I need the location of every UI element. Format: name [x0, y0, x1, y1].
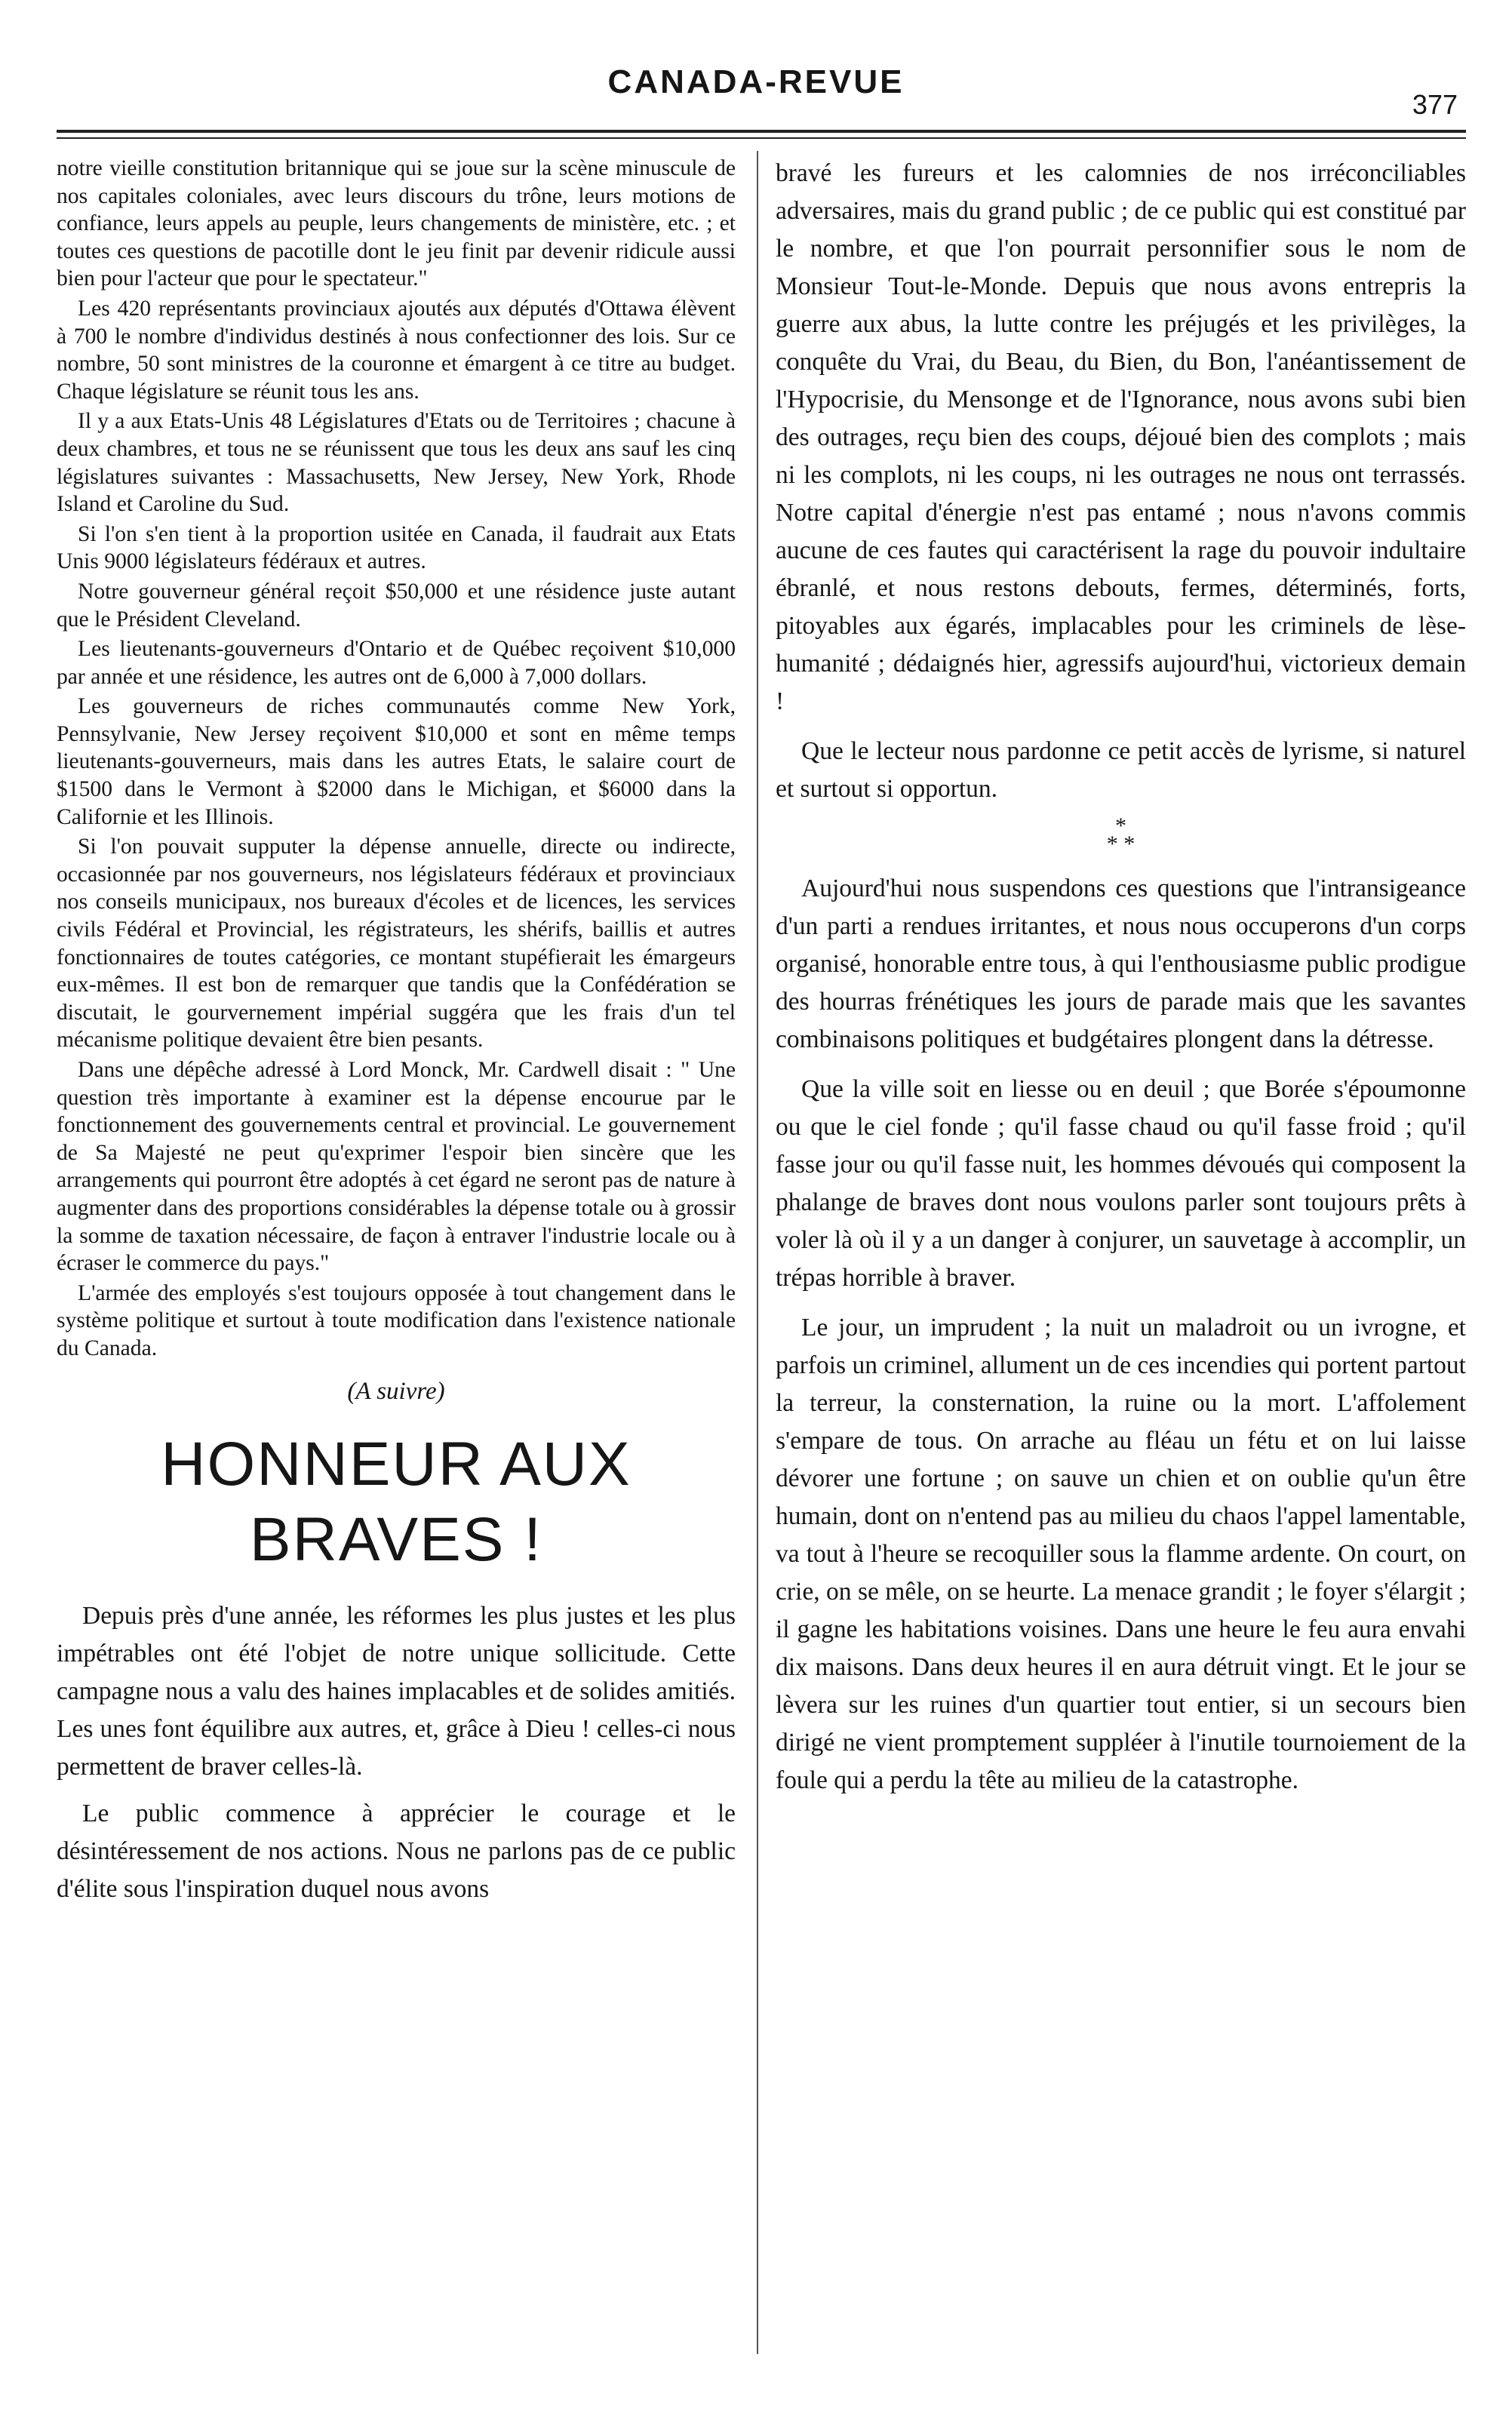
- paragraph: Si l'on s'en tient à la proportion usitée en Canada, il faudrait aux Etats Unis 9000 législateurs fédéraux et autres.: [57, 521, 736, 574]
- left-column-previous-article: [57, 155, 736, 1363]
- paragraph: Le public commence à apprécier le courage et le désintéressement de nos actions. Nous ne parlons pas de ce public d'élite sous l'inspiration duquel nous avons: [57, 1799, 736, 1903]
- header-rule-thick: [57, 130, 1466, 133]
- asterism-top: *: [1115, 813, 1126, 838]
- paragraph: Les gouverneurs de riches communautés comme New York, Pennsylvanie, New Jersey reçoivent $10,000 et sont en même temps lieutenants-gouverneurs, mais dans les autres Etats, le salaire court de $1500 dans le Vermont à $2000 dans le Michigan, et $6000 dans la Californie et les Illinois.: [57, 694, 736, 829]
- article-body-after-break: [776, 870, 1466, 1800]
- paragraph: Depuis près d'une année, les réformes les plus justes et les plus impétrables ont été l'objet de notre unique sollicitude. Cette campagne nous a valu des haines implacables et de solides amitiés. Les unes font équilibre aux autres, et, grâce à Dieu ! celles-ci nous permettent de braver celles-là.: [57, 1601, 736, 1781]
- section-asterism: [776, 813, 1466, 856]
- paragraph: Il y a aux Etats-Unis 48 Législatures d'Etats ou de Territoires ; chacune à deux chambres, et tous ne se réunissent que tous les deux ans sauf les cinq législatures suivantes : Massachusetts, New Jersey, New York, Rhode Island et Caroline du Sud.: [57, 409, 736, 517]
- continuation-note: (A suivre): [347, 1377, 445, 1405]
- paragraph: Que la ville soit en liesse ou en deuil ; que Borée s'époumonne ou que le ciel fonde ; qu'il fasse chaud ou qu'il fasse froid ; qu'il fasse jour ou qu'il fasse nuit, les hommes dévoués qui composent la phalange de braves dont nous voulons parler sont toujours prêts à voler là où il y a un danger à conjurer, un sauvetage à accomplir, un trépas horrible à braver.: [776, 1075, 1466, 1292]
- paragraph: Les lieutenants-gouverneurs d'Ontario et de Québec reçoivent $10,000 par année et une résidence, les autres ont de 6,000 à 7,000 dollars.: [57, 637, 736, 689]
- left-column: [57, 155, 736, 1908]
- paragraph: Le jour, un imprudent ; la nuit un maladroit ou un ivrogne, et parfois un criminel, allument un de ces incendies qui portent partout la terreur, la consternation, la ruine ou la mort. L'affolement s'empare de tous. On arrache au fléau un fétu et on lui laisse dévorer une fortune ; on sauve un chien et on oublie qu'un être humain, dont on n'entend pas au milieu du chaos l'appel lamentable, va tout à l'heure se recoquiller sous la flamme ardente. On court, on crie, on se mêle, on se heurte. La menace grandit ; le foyer s'élargit ; il gagne les habitations voisines. Dans une heure le feu aura envahi dix maisons. Dans deux heures il en aura détruit vingt. Et le jour se lèvera sur les ruines d'un quartier tout entier, si un secours bien dirigé ne vient promptement suppléer à l'inutile tournoiement de la foule qui a perdu la tête au milieu de la catastrophe.: [776, 1314, 1466, 1794]
- article-body-continued: [776, 155, 1466, 808]
- paragraph: notre vieille constitution britannique qui se joue sur la scène minuscule de nos capitales coloniales, avec leurs discours du trône, leurs motions de confiance, leurs appels au peuple, leurs changements de ministère, etc. ; et toutes ces questions de pacotille dont le jeu finit par devenir ridicule aussi bien pour l'acteur que pour le spectateur.": [57, 156, 736, 291]
- paragraph: Aujourd'hui nous suspendons ces questions que l'intransigeance d'un parti a rendues irritantes, et nous nous occuperons d'un corps organisé, honorable entre tous, à qui l'enthousiasme public prodigue des hourras frénétiques les jours de parade mais que les savantes combinaisons politiques et budgétaires plongent dans la détresse.: [776, 874, 1466, 1053]
- paragraph: Dans une dépêche adressé à Lord Monck, Mr. Cardwell disait : " Une question très importante à examiner est la dépense encourue par le fonctionnement des gouvernements central et provincial. Le gouvernement de Sa Majesté ne peut qu'exprimer l'espoir bien sincère que les arrangements qui pourront être adoptés à cet égard ne seront pas de nature à augmenter dans des proportions considérables la dépense totale ou à grossir la somme de taxation nécessaire, de façon à entraver l'industrie locale ou à écraser le commerce du pays.": [57, 1058, 736, 1276]
- paragraph: Que le lecteur nous pardonne ce petit accès de lyrisme, si naturel et surtout si opportun.: [776, 737, 1466, 803]
- column-divider: [757, 151, 758, 2354]
- paragraph: Si l'on pouvait supputer la dépense annuelle, directe ou indirecte, occasionnée par nos gouverneurs, nos législateurs fédéraux et provinciaux nos conseils municipaux, nos bureaux d'écoles et de licences, les services civils Fédéral et Provincial, les régistrateurs, les shérifs, baillis et autres fonctionnaires de toutes catégories, ce montant stupéfierait les émargeurs eux-mêmes. Il est bon de remarquer que tandis que la Confédération se discutait, le gourvernement impérial suggéra que les frais d'un tel mécanisme politique devaient être bien pesants.: [57, 834, 736, 1053]
- page-header-title: CANADA-REVUE: [607, 63, 905, 100]
- paragraph: bravé les fureurs et les calomnies de nos irréconciliables adversaires, mais du grand public ; de ce public qui est constitué par le nombre, et que l'on pourrait personnifier sous le nom de Monsieur Tout-le-Monde. Depuis que nous avons entrepris la guerre aux abus, la lutte contre les préjugés et les privilèges, la conquête du Vrai, du Beau, du Bien, du Bon, l'anéantissement de l'Hypocrisie, du Mensonge et de l'Ignorance, nous avons subi bien des outrages, reçu bien des coups, déjoué bien des complots ; mais ni les complots, ni les coups, ni les outrages ne nous ont terrassés. Notre capital d'énergie n'est pas entamé ; nous n'avons commis aucune de ces fautes qui caractérisent la rage du pouvoir indultaire ébranlé, et nous restons debouts, fermes, déterminés, forts, pitoyables aux égarés, implacables pour les criminels de lèse-humanité ; dédaignés hier, agressifs aujourd'hui, victorieux demain !: [776, 159, 1466, 715]
- page-number: 377: [1412, 89, 1458, 120]
- right-column: [776, 155, 1466, 1800]
- header-rule-thin: [57, 137, 1466, 139]
- paragraph: Notre gouverneur général reçoit $50,000 et une résidence juste autant que le Président Cleveland.: [57, 579, 736, 632]
- article-body-start: [57, 1597, 736, 1908]
- asterism-bottom: * *: [1106, 831, 1136, 856]
- article-title: HONNEUR AUX BRAVES !: [161, 1429, 632, 1574]
- paragraph: Les 420 représentants provinciaux ajoutés aux députés d'Ottawa élèvent à 700 le nombre d'individus destinés à nous confectionner des lois. Sur ce nombre, 50 sont ministres de la couronne et émargent à ce titre au budget. Chaque législature se réunit tous les ans.: [57, 296, 736, 404]
- paragraph: L'armée des employés s'est toujours opposée à tout changement dans le système politique et surtout à toute modification dans l'existence nationale du Canada.: [57, 1280, 736, 1360]
